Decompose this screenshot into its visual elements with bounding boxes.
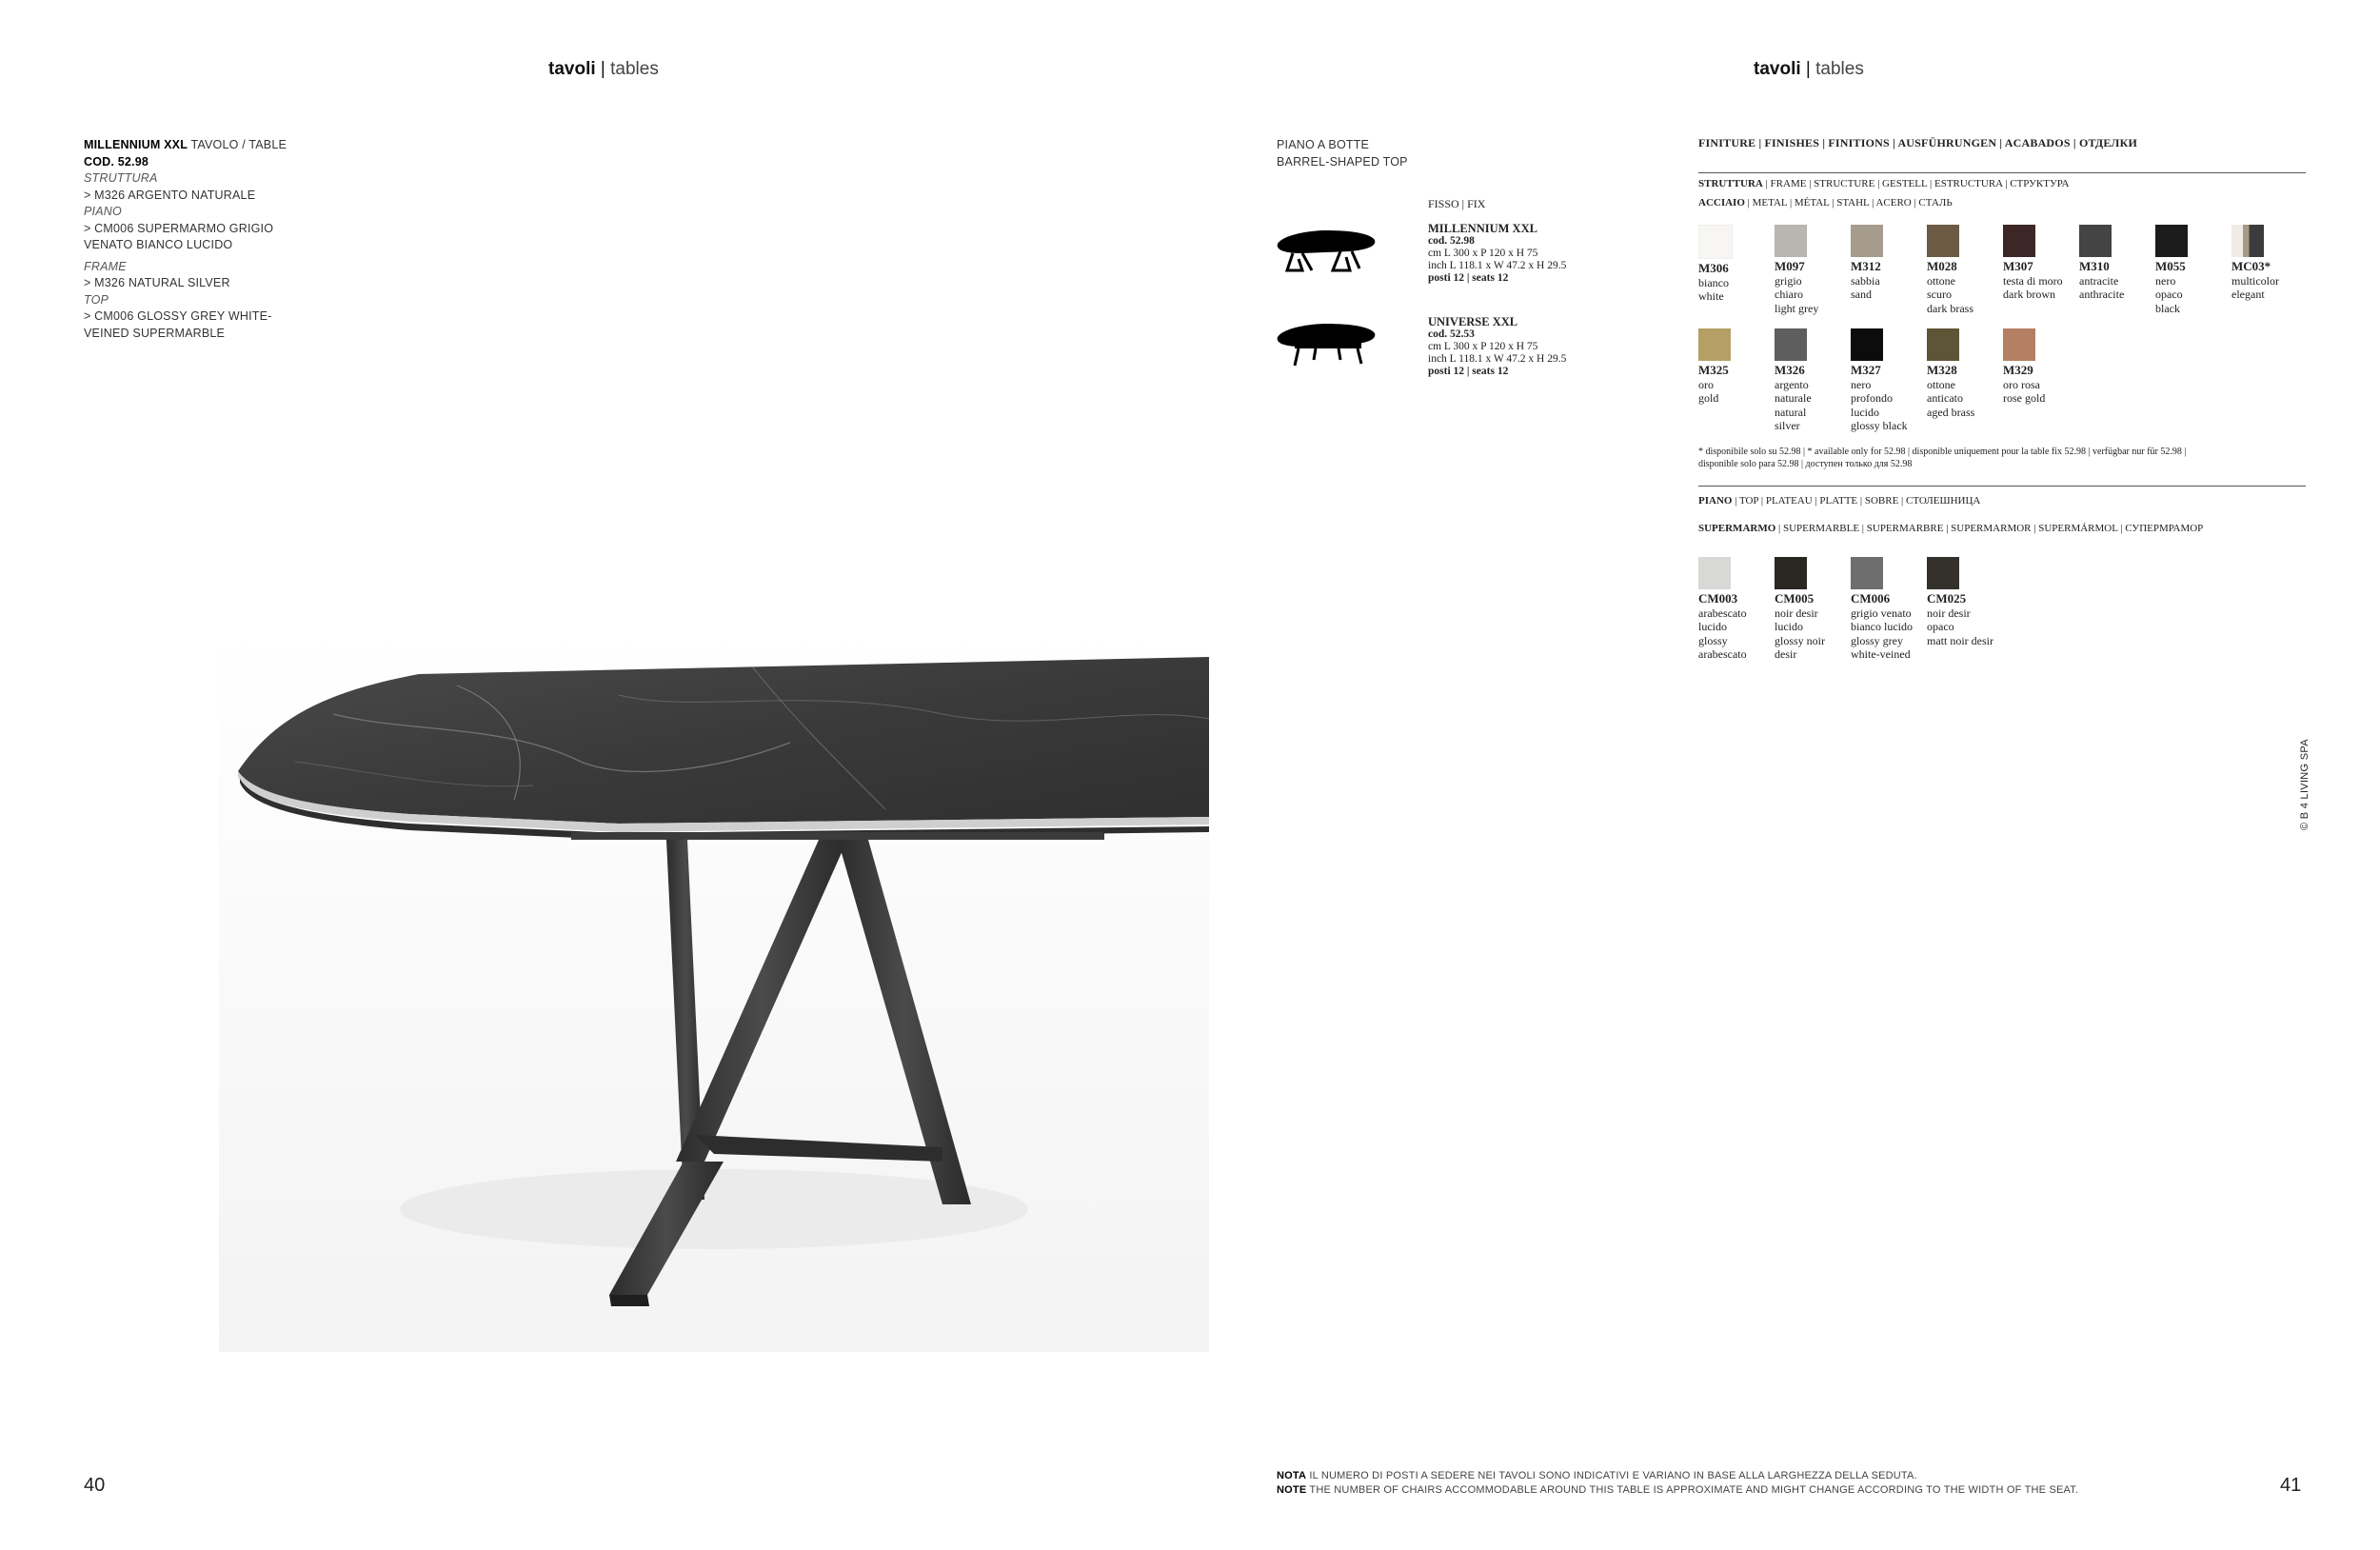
swatch-label: dark brown bbox=[2003, 288, 2055, 301]
version-seats: posti 12 | seats 12 bbox=[1428, 366, 1509, 377]
product-title-line bbox=[84, 137, 369, 154]
swatch-label: nero bbox=[1851, 377, 1872, 391]
versions-heading: FISSO | FIX bbox=[1428, 197, 1486, 210]
swatch-label: gold bbox=[1698, 391, 1719, 405]
swatch-label: dark brass bbox=[1927, 301, 1973, 315]
top-heading-bold: PIANO bbox=[1698, 495, 1733, 507]
swatch-label: white-veined bbox=[1851, 647, 1911, 661]
swatch-label: argento bbox=[1775, 377, 1809, 391]
swatch-label: rose gold bbox=[2003, 391, 2046, 405]
top-heading-translations: | TOP | PLATEAU | PLATTE | SOBRE | СТОЛЕШНИЦА bbox=[1735, 495, 1981, 507]
structure-footnote bbox=[1698, 446, 2186, 470]
finish-swatch bbox=[1851, 328, 1923, 433]
swatch-color-chip bbox=[1698, 225, 1733, 259]
finish-swatch bbox=[1775, 225, 1847, 315]
swatch-label: arabescato bbox=[1698, 606, 1747, 620]
swatch-label: anticato bbox=[1927, 391, 1963, 405]
universe-xxl-icon bbox=[1274, 314, 1378, 376]
top-material-translations: | SUPERMARBLE | SUPERMARBRE | SUPERMARMOR | SUPERMÁRMOL | СУПЕРМРАМОР bbox=[1778, 523, 2204, 534]
swatch-label: arabescato bbox=[1698, 647, 1747, 661]
finishes-divider-top bbox=[1698, 172, 2306, 173]
finish-swatch bbox=[2003, 225, 2075, 302]
product-spec-line: STRUTTURA bbox=[84, 171, 158, 185]
swatch-color-chip bbox=[2079, 225, 2112, 257]
finish-swatch bbox=[1698, 225, 1771, 304]
swatch-color-chip bbox=[1851, 225, 1883, 257]
swatch-color-chip bbox=[1927, 328, 1959, 361]
swatch-color-chip bbox=[2155, 225, 2188, 257]
table-photo-illustration bbox=[219, 628, 1209, 1352]
swatch-code: M325 bbox=[1698, 363, 1729, 377]
swatch-label: ottone bbox=[1927, 273, 1955, 288]
swatch-color-chip bbox=[2003, 328, 2035, 361]
seating-note bbox=[1277, 1469, 2078, 1498]
swatch-label: grigio venato bbox=[1851, 606, 1912, 620]
swatch-color-chip bbox=[1698, 557, 1731, 589]
swatch-color-chip bbox=[1851, 557, 1883, 589]
swatch-label: glossy black bbox=[1851, 419, 1908, 432]
swatch-label: glossy noir bbox=[1775, 633, 1826, 647]
swatch-code: CM006 bbox=[1851, 591, 1891, 606]
swatch-color-chip bbox=[1775, 328, 1807, 361]
page-header-right bbox=[1754, 59, 1864, 80]
swatch-label: noir desir bbox=[1775, 606, 1818, 620]
structure-heading-bold: STRUTTURA bbox=[1698, 178, 1763, 189]
finish-swatch bbox=[1775, 557, 1847, 662]
swatch-code: CM005 bbox=[1775, 591, 1815, 606]
swatch-code: M307 bbox=[2003, 259, 2033, 273]
swatch-label: oro rosa bbox=[2003, 377, 2040, 391]
swatch-color-chip bbox=[1775, 225, 1807, 257]
swatch-label: ottone bbox=[1927, 377, 1955, 391]
swatch-label: elegant bbox=[2231, 288, 2265, 301]
swatch-code: M306 bbox=[1698, 261, 1729, 275]
version-millennium-xxl bbox=[1428, 223, 1566, 285]
swatch-code: M328 bbox=[1927, 363, 1957, 377]
top-material-bold: SUPERMARMO bbox=[1698, 523, 1776, 534]
note-text-it: IL NUMERO DI POSTI A SEDERE NEI TAVOLI SONO INDICATIVI E VARIANO IN BASE ALLA LARGHEZZA DELLA SEDUTA. bbox=[1309, 1470, 1917, 1481]
finish-swatch bbox=[1698, 557, 1771, 662]
product-spec-line: > CM006 SUPERMARMO GRIGIO bbox=[84, 221, 274, 235]
swatch-label: antracite bbox=[2079, 273, 2119, 288]
version-seats: posti 12 | seats 12 bbox=[1428, 272, 1509, 284]
finish-swatch bbox=[2079, 225, 2152, 302]
swatch-code: M327 bbox=[1851, 363, 1881, 377]
product-spec-line: FRAME bbox=[84, 259, 127, 273]
finish-swatch bbox=[1851, 225, 1923, 302]
version-dimensions-inch: inch L 118.1 x W 47.2 x H 29.5 bbox=[1428, 260, 1567, 271]
finishes-divider-middle bbox=[1698, 486, 2306, 487]
header-section-translation: tables bbox=[1815, 59, 1864, 79]
swatch-label: nero bbox=[2155, 273, 2176, 288]
swatch-color-chip bbox=[1851, 328, 1883, 361]
version-dimensions-cm: cm L 300 x P 120 x H 75 bbox=[1428, 341, 1538, 352]
product-spec-line: VENATO BIANCO LUCIDO bbox=[84, 238, 233, 251]
swatch-label: light grey bbox=[1775, 301, 1819, 315]
footnote-line-2: disponible solo para 52.98 | доступен только для 52.98 bbox=[1698, 459, 1913, 469]
millennium-xxl-icon bbox=[1274, 221, 1378, 283]
top-heading bbox=[1698, 495, 1980, 507]
swatch-color-chip bbox=[1927, 557, 1959, 589]
product-type: TAVOLO / TABLE bbox=[190, 138, 288, 151]
product-spec-line: > M326 NATURAL SILVER bbox=[84, 276, 230, 289]
swatch-color-chip bbox=[2231, 225, 2264, 257]
swatch-label: multicolor bbox=[2231, 273, 2279, 288]
swatch-code: CM025 bbox=[1927, 591, 1967, 606]
swatch-color-chip bbox=[1775, 557, 1807, 589]
product-spec-line: PIANO bbox=[84, 205, 122, 218]
version-name: MILLENNIUM XXL bbox=[1428, 222, 1537, 235]
swatch-label: testa di moro bbox=[2003, 273, 2063, 288]
header-separator: | bbox=[600, 59, 605, 79]
header-separator: | bbox=[1805, 59, 1811, 79]
swatch-label: sand bbox=[1851, 288, 1872, 301]
top-material bbox=[1698, 523, 2203, 534]
top-type-english: BARREL-SHAPED TOP bbox=[1277, 154, 1408, 169]
product-spec-line: VEINED SUPERMARBLE bbox=[84, 326, 226, 340]
swatch-color-chip bbox=[2003, 225, 2035, 257]
top-type bbox=[1277, 137, 1408, 170]
swatch-label: lucido bbox=[1851, 405, 1879, 419]
product-photo bbox=[219, 628, 1209, 1352]
swatch-code: M312 bbox=[1851, 259, 1881, 273]
page-number-left: 40 bbox=[84, 1475, 106, 1496]
product-spec-lines bbox=[84, 170, 369, 342]
finishes-title: FINITURE | FINISHES | FINITIONS | AUSFÜHRUNGEN | ACABADOS | ОТДЕЛКИ bbox=[1698, 136, 2138, 149]
version-code: cod. 52.53 bbox=[1428, 328, 1475, 340]
structure-material-bold: ACCIAIO bbox=[1698, 197, 1745, 209]
finish-swatch bbox=[1775, 328, 1847, 433]
header-section-label: tavoli bbox=[1754, 59, 1801, 79]
swatch-label: grigio bbox=[1775, 273, 1802, 288]
product-info bbox=[84, 137, 369, 342]
swatch-color-chip bbox=[1698, 328, 1731, 361]
structure-heading-translations: | FRAME | STRUCTURE | GESTELL | ESTRUCTURA | СТРУКТУРА bbox=[1765, 178, 2070, 189]
finish-swatch bbox=[1927, 328, 1999, 419]
finish-swatch bbox=[2231, 225, 2304, 302]
swatch-color-chip bbox=[1927, 225, 1959, 257]
swatch-label: natural bbox=[1775, 405, 1807, 419]
version-dimensions-inch: inch L 118.1 x W 47.2 x H 29.5 bbox=[1428, 353, 1567, 365]
top-type-italian: PIANO A BOTTE bbox=[1277, 138, 1370, 151]
swatch-code: CM003 bbox=[1698, 591, 1738, 606]
swatch-label: white bbox=[1698, 289, 1724, 303]
header-section-translation: tables bbox=[610, 59, 659, 79]
swatch-code: M329 bbox=[2003, 363, 2033, 377]
swatch-label: naturale bbox=[1775, 391, 1812, 405]
product-code: COD. 52.98 bbox=[84, 154, 149, 169]
version-code: cod. 52.98 bbox=[1428, 235, 1475, 247]
swatch-code: MC03* bbox=[2231, 259, 2271, 273]
finish-swatch bbox=[1851, 557, 1923, 662]
product-spec-line: > CM006 GLOSSY GREY WHITE- bbox=[84, 309, 272, 323]
swatch-code: M310 bbox=[2079, 259, 2110, 273]
swatch-label: oro bbox=[1698, 377, 1714, 391]
product-spec-line: TOP bbox=[84, 292, 109, 307]
swatch-label: lucido bbox=[1698, 620, 1727, 633]
swatch-label: bianco lucido bbox=[1851, 620, 1913, 633]
note-text-en: THE NUMBER OF CHAIRS ACCOMMODABLE AROUND THIS TABLE IS APPROXIMATE AND MIGHT CHANGE ACCORDING TO THE WIDTH OF THE SEAT. bbox=[1309, 1484, 2079, 1496]
note-label-en: NOTE bbox=[1277, 1484, 1307, 1496]
version-name: UNIVERSE XXL bbox=[1428, 315, 1518, 328]
swatch-label: anthracite bbox=[2079, 288, 2125, 301]
version-universe-xxl bbox=[1428, 316, 1566, 378]
swatch-label: bianco bbox=[1698, 275, 1729, 289]
swatch-label: opaco bbox=[2155, 288, 2183, 301]
finish-swatch bbox=[1927, 225, 1999, 315]
swatch-code: M326 bbox=[1775, 363, 1805, 377]
finish-swatch bbox=[2155, 225, 2228, 315]
swatch-label: chiaro bbox=[1775, 288, 1803, 301]
structure-material bbox=[1698, 197, 1953, 209]
swatch-label: noir desir opaco bbox=[1927, 606, 1971, 633]
swatch-label: lucido bbox=[1775, 620, 1803, 633]
structure-heading bbox=[1698, 178, 2069, 189]
swatch-label: scuro bbox=[1927, 288, 1952, 301]
copyright-notice: © B 4 LIVING SPA bbox=[2299, 739, 2311, 830]
swatch-label: desir bbox=[1775, 647, 1797, 661]
swatch-code: M097 bbox=[1775, 259, 1805, 273]
note-label-it: NOTA bbox=[1277, 1470, 1307, 1481]
swatch-label: profondo bbox=[1851, 391, 1893, 405]
page-number-right: 41 bbox=[2280, 1475, 2302, 1496]
finish-swatch bbox=[2003, 328, 2075, 406]
product-name: MILLENNIUM XXL bbox=[84, 138, 188, 151]
swatch-label: sabbia bbox=[1851, 273, 1880, 288]
version-dimensions-cm: cm L 300 x P 120 x H 75 bbox=[1428, 248, 1538, 259]
swatch-code: M055 bbox=[2155, 259, 2186, 273]
swatch-label: silver bbox=[1775, 419, 1800, 432]
swatch-label: aged brass bbox=[1927, 405, 1975, 419]
swatch-label: black bbox=[2155, 301, 2180, 315]
finish-swatch bbox=[1698, 328, 1771, 406]
swatch-label: matt noir desir bbox=[1927, 633, 1993, 647]
swatch-code: M028 bbox=[1927, 259, 1957, 273]
swatch-label: glossy grey bbox=[1851, 633, 1903, 647]
structure-material-translations: | METAL | MÉTAL | STAHL | ACERO | СТАЛЬ bbox=[1747, 197, 1953, 209]
swatch-label: glossy bbox=[1698, 633, 1728, 647]
header-section-label: tavoli bbox=[548, 59, 596, 79]
finish-swatch bbox=[1927, 557, 1999, 647]
page-header-left bbox=[548, 59, 659, 80]
product-spec-line: > M326 ARGENTO NATURALE bbox=[84, 188, 256, 202]
footnote-line-1: * disponibile solo su 52.98 | * available only for 52.98 | disponible uniquement pour la table fix 52.98 | verfügbar nur für 52.98 | bbox=[1698, 447, 2187, 457]
